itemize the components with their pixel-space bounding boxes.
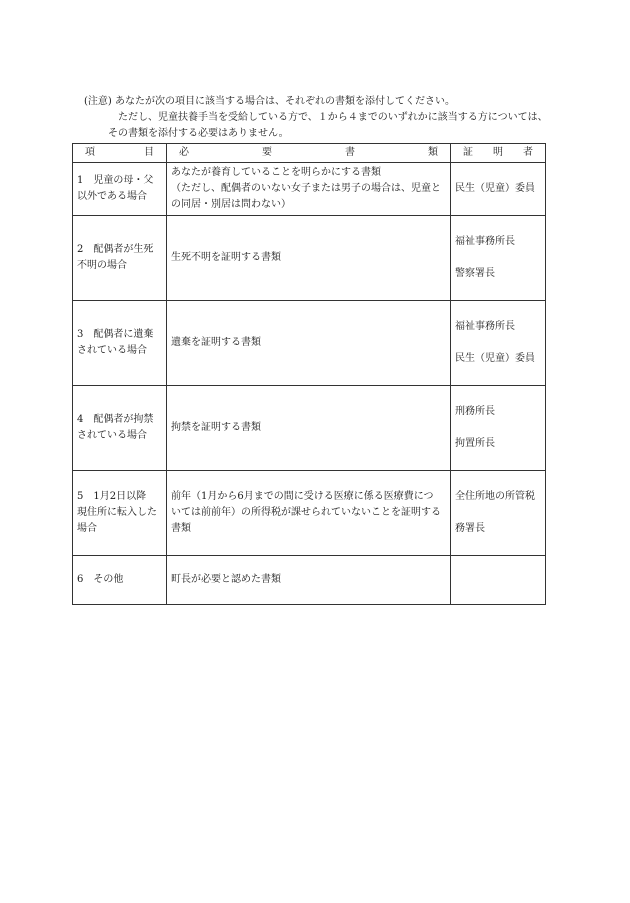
header-item-char: 目 [144, 147, 154, 158]
table-row [73, 471, 546, 556]
notice-block [84, 94, 564, 142]
table-row [73, 301, 546, 386]
header-cert-char: 者 [523, 147, 533, 158]
table-row [73, 386, 546, 471]
header-item-char: 項 [85, 147, 95, 158]
notice-line-3: その書類を添付する必要はありません。 [108, 128, 289, 139]
header-item [73, 144, 167, 163]
certifier-line: 福祉事務所長 [455, 236, 515, 247]
header-docs-char: 要 [262, 147, 272, 158]
row-item: 4 配偶者が拘禁 されている場合 [73, 386, 167, 471]
header-cert-char: 明 [493, 147, 503, 158]
header-docs-char: 必 [179, 147, 189, 158]
row-docs: あなたが養育していることを明らかにする書類 （ただし、配偶者のいない女子または男子の場合は、児童と の同居・別居は問わない） [167, 163, 451, 216]
row-item: 6 その他 [73, 556, 167, 605]
row-certifier-empty [451, 556, 546, 605]
table-row [73, 556, 546, 605]
certifier-line: 務署長 [455, 523, 485, 534]
table-row [73, 163, 546, 216]
row-docs: 遺棄を証明する書類 [167, 301, 451, 386]
row-item: 3 配偶者に遺棄 されている場合 [73, 301, 167, 386]
header-certifier [451, 144, 546, 163]
row-certifier [451, 301, 546, 386]
row-certifier [451, 216, 546, 301]
header-docs [167, 144, 451, 163]
table-header-row [73, 144, 546, 163]
row-docs: 拘禁を証明する書類 [167, 386, 451, 471]
certifier-line: 民生（児童）委員 [455, 353, 535, 364]
row-certifier [451, 386, 546, 471]
certifier-line: 拘置所長 [455, 438, 495, 449]
notice-line-1: (注意) あなたが次の項目に該当する場合は、それぞれの書類を添付してください。 [84, 96, 455, 107]
row-docs: 生死不明を証明する書類 [167, 216, 451, 301]
certifier-line: 全住所地の所管税 [455, 491, 535, 502]
row-docs: 町長が必要と認めた書類 [167, 556, 451, 605]
row-certifier [451, 163, 546, 216]
certifier-line: 刑務所長 [455, 406, 495, 417]
table-row [73, 216, 546, 301]
header-docs-char: 書 [345, 147, 355, 158]
certifier-line: 民生（児童）委員 [455, 183, 535, 194]
required-documents-table [72, 143, 546, 605]
header-cert-char: 証 [463, 147, 473, 158]
row-item: 5 1月2日以降 現住所に転入した 場合 [73, 471, 167, 556]
row-docs: 前年（1月から6月までの間に受ける医療に係る医療費につ いては前前年）の所得税が課せられていないことを証明する 書類 [167, 471, 451, 556]
row-item: 2 配偶者が生死 不明の場合 [73, 216, 167, 301]
row-item: 1 児童の母・父 以外である場合 [73, 163, 167, 216]
certifier-line: 警察署長 [455, 268, 495, 279]
notice-line-2: ただし、児童扶養手当を受給している方で、１から４までのいずれかに該当する方については、 [118, 112, 548, 123]
header-docs-char: 類 [428, 147, 438, 158]
row-certifier [451, 471, 546, 556]
certifier-line: 福祉事務所長 [455, 321, 515, 332]
